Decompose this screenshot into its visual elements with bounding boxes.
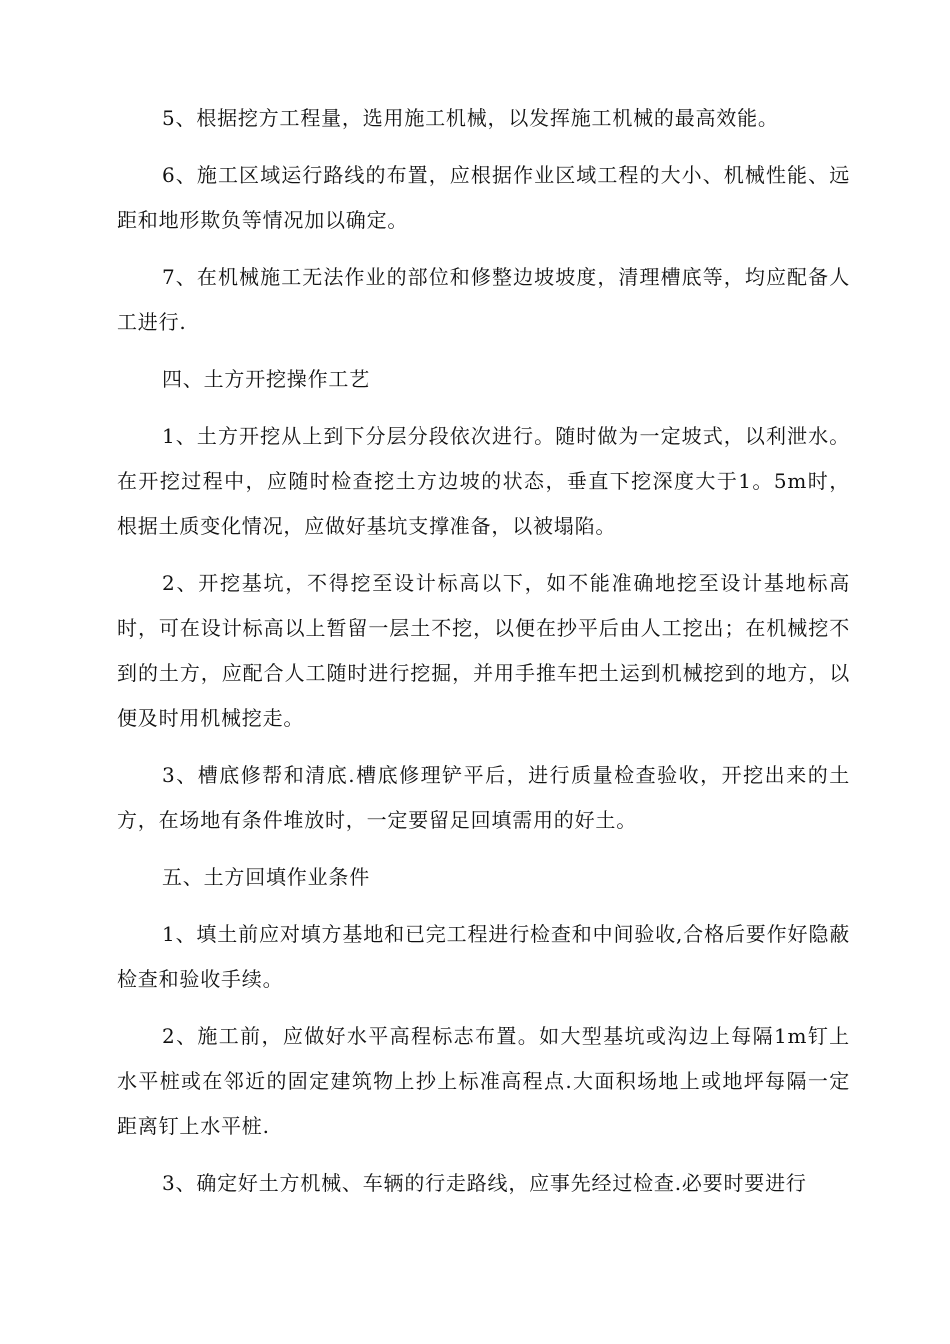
document-body (117, 96, 850, 1206)
paragraph-backfill-1: 1、填土前应对填方基地和已完工程进行检查和中间验收,合格后要作好隐蔽检查和验收手续。 (117, 922, 850, 991)
paragraph-item-6: 6、施工区域运行路线的布置，应根据作业区域工程的大小、机械性能、远距和地形欺负等情况加以确定。 (117, 163, 850, 232)
paragraph-excavation-3: 3、槽底修帮和清底.槽底修理铲平后，进行质量检查验收，开挖出来的土方，在场地有条件堆放时，一定要留足回填需用的好土。 (117, 763, 850, 832)
paragraph-item-7: 7、在机械施工无法作业的部位和修整边坡坡度，清理槽底等，均应配备人工进行. (117, 265, 850, 334)
paragraph-excavation-2: 2、开挖基坑，不得挖至设计标高以下，如不能准确地挖至设计基地标高时，可在设计标高以上暂留一层土不挖，以便在抄平后由人工挖出；在机械挖不到的土方，应配合人工随时进行挖掘，并用手推车把土运到机械挖到的地方，以便及时用机械挖走。 (117, 571, 850, 730)
paragraph-item-5: 5、根据挖方工程量，选用施工机械，以发挥施工机械的最高效能。 (162, 106, 779, 130)
section-heading-5: 五、土方回填作业条件 (162, 865, 370, 889)
paragraph-backfill-2: 2、施工前，应做好水平高程标志布置。如大型基坑或沟边上每隔1m钉上水平桩或在邻近的固定建筑物上抄上标准高程点.大面积场地上或地坪每隔一定距离钉上水平桩. (117, 1024, 850, 1138)
paragraph-excavation-1: 1、土方开挖从上到下分层分段依次进行。随时做为一定坡式，以利泄水。在开挖过程中，应随时检查挖土方边坡的状态，垂直下挖深度大于1。5m时，根据土质变化情况，应做好基坑支撑准备，以被塌陷。 (117, 424, 850, 538)
paragraph-backfill-3: 3、确定好土方机械、车辆的行走路线，应事先经过检查.必要时要进行 (162, 1171, 807, 1195)
section-heading-4: 四、土方开挖操作工艺 (162, 367, 370, 391)
